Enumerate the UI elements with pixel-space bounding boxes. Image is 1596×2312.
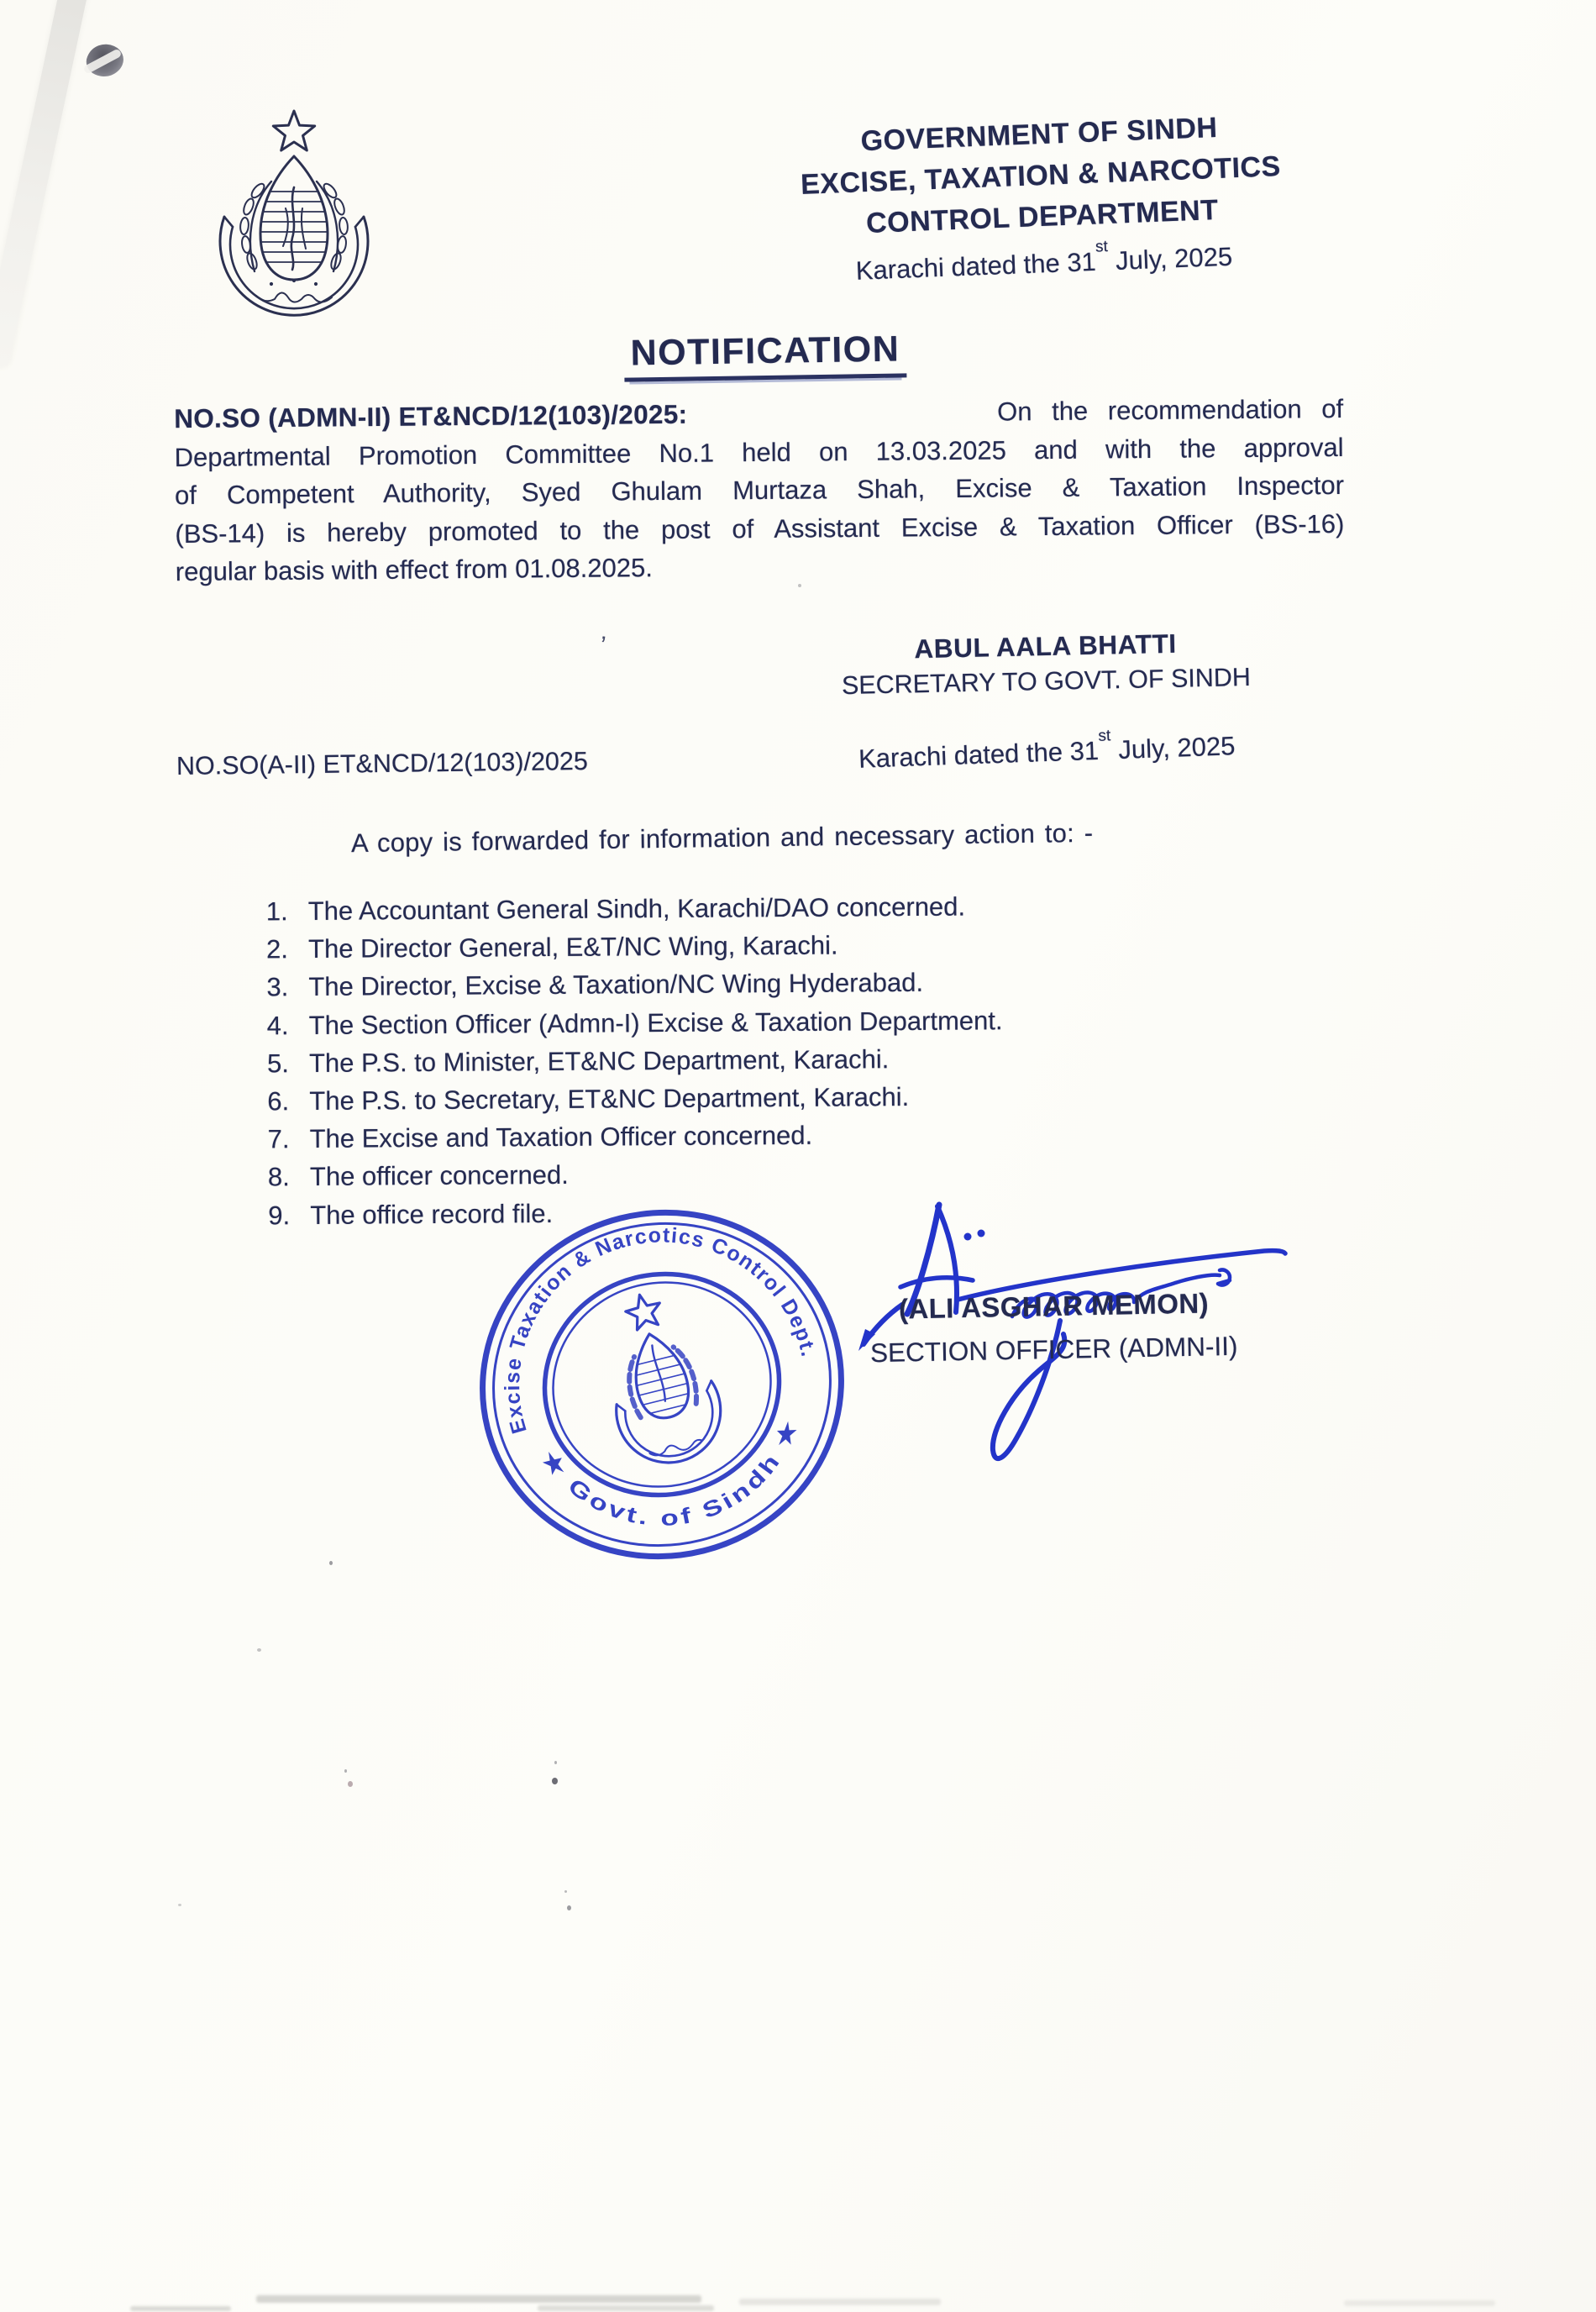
bleed-through-mark [1344, 2300, 1495, 2306]
scan-speck [798, 584, 801, 587]
body-line-2: Departmental Promotion Committee No.1 held on 13.03.2025 and with the approval [174, 432, 1344, 472]
stamp-ring-top-text: Excise Taxation & Narcotics Control Dept. [500, 1223, 821, 1437]
body-line-1-rest: On the recommendation of [996, 393, 1344, 427]
body-line-5: regular basis with effect from 01.08.2025. [175, 553, 654, 587]
list-item: 4. The Section Officer (Admn-I) Excise & Taxation Department. [266, 1005, 1003, 1040]
body-line-3: of Competent Authority, Syed Ghulam Murtaza Shah, Excise & Taxation Inspector [174, 470, 1345, 511]
scan-speck [329, 1561, 333, 1565]
letterhead-line-2: EXCISE, TAXATION & NARCOTICS [800, 150, 1282, 201]
letterhead-date: Karachi dated the 31st July, 2025 [855, 238, 1233, 286]
endorsement-number: NO.SO(A-II) ET&NCD/12(103)/2025 [176, 747, 589, 780]
bleed-through-mark [130, 2306, 231, 2311]
list-item: 7. The Excise and Taxation Officer concerned. [267, 1121, 813, 1154]
bleed-through-mark [739, 2299, 941, 2305]
notification-number: NO.SO (ADMN-II) ET&NCD/12(103)/2025: [174, 398, 688, 434]
section-officer-title: SECTION OFFICER (ADMN-II) [869, 1330, 1238, 1369]
list-item: 1. The Accountant General Sindh, Karachi/DAO concerned. [265, 891, 966, 927]
bleed-through-mark [538, 2305, 714, 2311]
scan-speck [344, 1769, 347, 1773]
stamp-ring-bottom-text: ★ Govt. of Sindh ★ [536, 1421, 801, 1532]
list-item: 2. The Director General, E&T/NC Wing, Karachi. [265, 930, 838, 964]
forwarding-line: A copy is forwarded for information and necessary action to: - [350, 817, 1094, 859]
bleed-through-mark [256, 2295, 701, 2303]
scan-speck [348, 1781, 353, 1787]
list-item: 3. The Director, Excise & Taxation/NC Wing Hyderabad. [266, 968, 924, 1002]
scan-speck [178, 1904, 181, 1906]
list-item: 9. The office record file. [268, 1198, 554, 1230]
crest-star-icon [273, 111, 314, 150]
document-title-wrap [584, 328, 948, 383]
letterhead-line-1: GOVERNMENT OF SINDH [859, 111, 1219, 158]
endorsement-date: Karachi dated the 31st July, 2025 [858, 727, 1236, 774]
signatory-title: SECRETARY TO GOVT. OF SINDH [841, 662, 1252, 701]
list-item: 6. The P.S. to Secretary, ET&NC Department, Karachi. [267, 1082, 910, 1117]
stamp-star-icon [622, 1290, 664, 1332]
scan-speck [567, 1905, 571, 1910]
letterhead [769, 104, 1313, 294]
section-officer-name: (ALI ASGHAR MEMON) [898, 1287, 1210, 1325]
office-stamp [469, 1200, 855, 1569]
scan-speck [552, 1778, 558, 1784]
notification-body [174, 390, 1345, 591]
date-ordinal: st [1095, 238, 1109, 256]
list-item: 8. The officer concerned. [267, 1160, 569, 1192]
scan-speck [554, 1761, 557, 1764]
scan-speck [564, 1890, 567, 1893]
scan-speck [257, 1648, 261, 1652]
signatory-name: ABUL AALA BHATTI [914, 628, 1178, 665]
body-line-4: (BS-14) is hereby promoted to the post of Assistant Excise & Taxation Officer (BS-16) [175, 508, 1345, 549]
date-ordinal: st [1098, 727, 1111, 745]
letterhead-line-3: CONTROL DEPARTMENT [865, 193, 1220, 240]
sindh-government-crest-icon [206, 108, 382, 330]
list-item: 5. The P.S. to Minister, ET&NC Department, Karachi. [266, 1043, 890, 1079]
signatory-block [789, 623, 1303, 705]
stray-pen-mark: ’ [597, 631, 608, 660]
document-title: NOTIFICATION [623, 328, 906, 381]
paper-fold-streak [0, 0, 92, 368]
